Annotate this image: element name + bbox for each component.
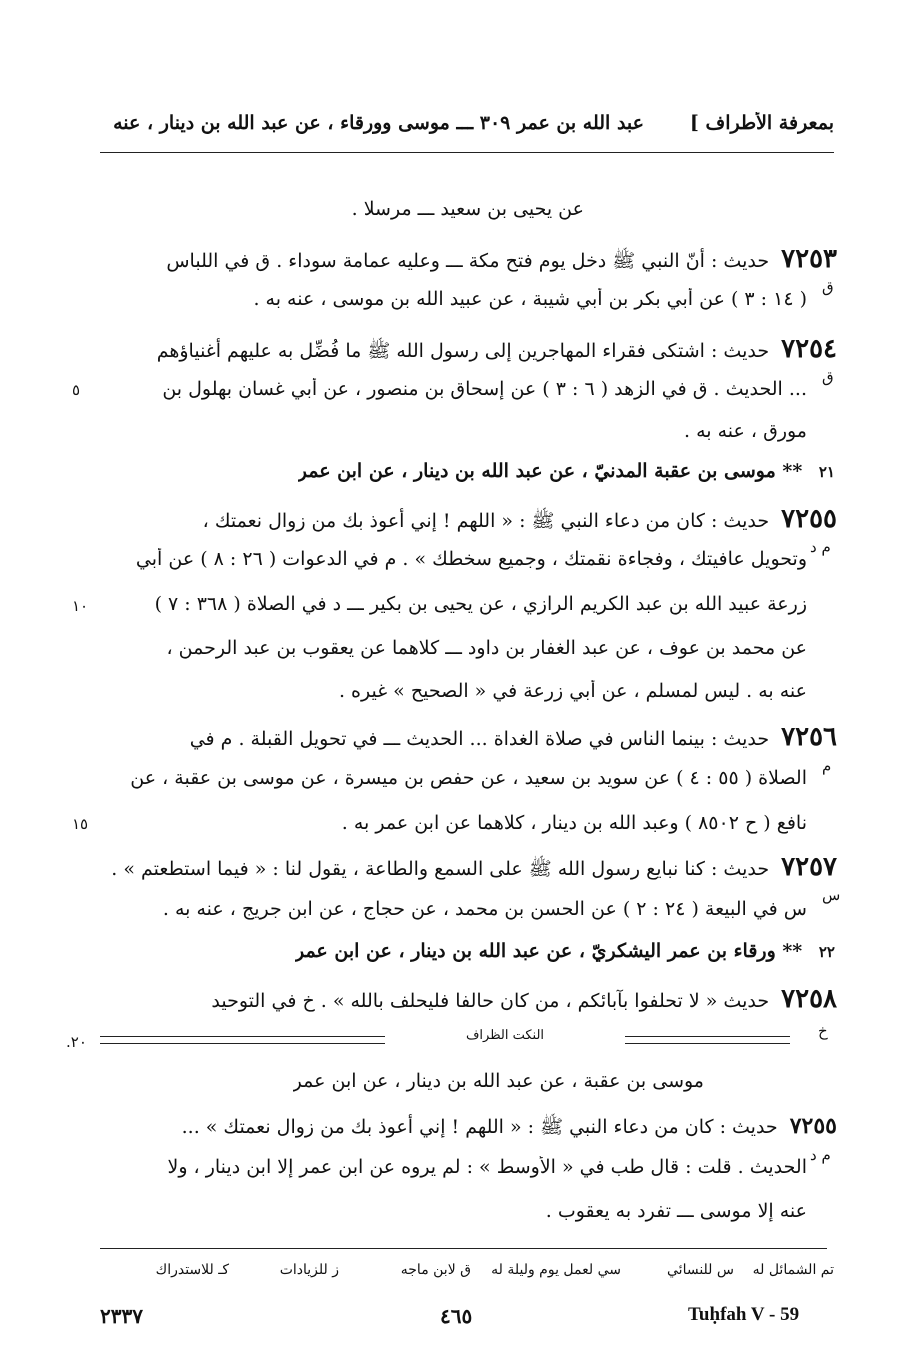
line-number: ١٥ xyxy=(72,815,89,833)
footer-key: س للنسائي xyxy=(667,1262,734,1278)
hadith-text: حديث : أنّ النبي ﷺ دخل يوم فتح مكة ـــ وعليه عمامة سوداء . ق في اللباس xyxy=(166,250,770,272)
text-line: س في البيعة ( ٢٤ : ٢ ) عن الحسن بن محمد ، عن حجاج ، عن ابن جريج ، عنه به . xyxy=(162,898,807,920)
section-number: ٢١ xyxy=(818,463,835,481)
hadith-number: ٧٢٥٤ xyxy=(781,334,837,364)
line-number: .٢٠ xyxy=(66,1033,87,1051)
siglum: خ xyxy=(818,1022,828,1040)
volume-label: Tuḥfah V - 59 xyxy=(688,1304,800,1325)
siglum: م د xyxy=(810,538,831,556)
hadith-7254 xyxy=(157,334,837,367)
section-21 xyxy=(298,460,835,482)
hadith-number: ٧٢٥٧ xyxy=(781,852,837,882)
hadith-text: حديث : اشتكى فقراء المهاجرين إلى رسول الله ﷺ ما فُضِّل به عليهم أغنياؤهم xyxy=(156,340,770,362)
footer-key: كـ للاستدراك xyxy=(155,1262,229,1278)
hadith-number: ٧٢٥٣ xyxy=(781,244,837,274)
text-line: مورق ، عنه به . xyxy=(684,420,807,442)
divider-label: النكت الظراف xyxy=(465,1028,545,1043)
section-22 xyxy=(295,940,835,962)
siglum: س xyxy=(822,886,841,904)
section-title: ** موسى بن عقبة المدنيّ ، عن عبد الله بن دينار ، عن ابن عمر xyxy=(297,460,803,482)
hadith-text: حديث : كنا نبايع رسول الله ﷺ على السمع والطاعة ، يقول لنا : « فيما استطعتم » . xyxy=(111,858,770,880)
footer-key: تم الشمائل له xyxy=(752,1262,834,1278)
hadith-text: حديث : كان من دعاء النبي ﷺ : « اللهم ! إني أعوذ بك من زوال نعمتك ، xyxy=(202,510,770,532)
footer-rule xyxy=(100,1248,827,1249)
hadith-number: ٧٢٥٥ xyxy=(789,1113,837,1139)
hadith-text: حديث : كان من دعاء النبي ﷺ : « اللهم ! إني أعوذ بك من زوال نعمتك » ... xyxy=(181,1116,778,1138)
hadith-7258 xyxy=(211,984,837,1014)
text-line: ( ١٤ : ٣ ) عن أبي بكر بن أبي شيبة ، عن عبيد الله بن موسى ، عنه به . xyxy=(253,288,807,310)
text-line: الحديث . قلت : قال طب في « الأوسط » : لم يروه عن ابن عمر إلا ابن دينار ، ولا xyxy=(167,1156,807,1178)
running-header xyxy=(100,112,834,148)
header-center: عبد الله بن عمر ٣٠٩ ـــ موسى وورقاء ، عن عبد الله بن دينار ، عنه xyxy=(113,112,644,134)
siglum: م د xyxy=(810,1146,831,1164)
line-number: ٥ xyxy=(72,381,81,399)
siglum: ق xyxy=(822,368,834,386)
hadith-number: ٧٢٥٨ xyxy=(781,984,837,1014)
hadith-text: حديث « لا تحلفوا بآبائكم ، من كان حالفا فليحلف بالله » . خ في التوحيد xyxy=(211,990,770,1012)
line-number: ١٠ xyxy=(72,597,89,615)
header-rule xyxy=(100,152,834,153)
footer-key: ق لابن ماجه xyxy=(400,1262,471,1278)
hadith-7255 xyxy=(203,504,837,537)
footer-key: ز للزيادات xyxy=(279,1262,339,1278)
section-title: ** ورقاء بن عمر اليشكريّ ، عن عبد الله بن دينار ، عن ابن عمر xyxy=(294,940,803,962)
text-line: ... الحديث . ق في الزهد ( ٦ : ٣ ) عن إسحاق بن منصور ، عن أبي غسان بهلول بن xyxy=(162,378,807,400)
siglum: م xyxy=(822,757,832,775)
text-line: زرعة عبيد الله بن عبد الكريم الرازي ، عن يحيى بن بكير ـــ د في الصلاة ( ٣٦٨ : ٧ ) xyxy=(154,593,807,615)
text-line: نافع ( ح ٨٥٠٢ ) وعبد الله بن دينار ، كلاهما عن ابن عمر به . xyxy=(341,812,807,834)
text-line: عن محمد بن عوف ، عن عبد الغفار بن داود ـــ كلاهما عن يعقوب بن عبد الرحمن ، xyxy=(166,637,807,659)
footer-key: سي لعمل يوم وليلة له xyxy=(491,1262,621,1278)
text-line: عنه به . ليس لمسلم ، عن أبي زرعة في « الصحيح » غيره . xyxy=(338,680,807,702)
hadith-text: حديث : بينما الناس في صلاة الغداة ... الحديث ـــ في تحويل القبلة . م في xyxy=(189,728,770,750)
text-line: الصلاة ( ٥٥ : ٤ ) عن سويد بن سعيد ، عن حفص بن ميسرة ، عن موسى بن عقبة ، عن xyxy=(130,767,807,789)
hadith-7257 xyxy=(111,852,837,885)
nukat-7255 xyxy=(182,1113,837,1143)
divider-rule-left xyxy=(100,1036,385,1044)
page-number: ٤٦٥ xyxy=(440,1304,473,1328)
header-right: بمعرفة الأطراف ] xyxy=(689,112,834,134)
text-line: وتحويل عافيتك ، وفجاءة نقمتك ، وجميع سخطك » . م في الدعوات ( ٢٦ : ٨ ) عن أبي xyxy=(135,548,807,570)
divider-rule-right xyxy=(625,1036,790,1044)
text-line: عنه إلا موسى ـــ تفرد به يعقوب . xyxy=(545,1200,807,1222)
hadith-number: ٧٢٥٦ xyxy=(781,722,837,752)
hadith-7253 xyxy=(166,244,837,277)
page-series: ٢٣٣٧ xyxy=(100,1304,143,1328)
text-line: عن يحيى بن سعيد ـــ مرسلا . xyxy=(351,198,584,220)
nukat-divider xyxy=(100,1028,790,1044)
hadith-number: ٧٢٥٥ xyxy=(781,504,837,534)
siglum: ق xyxy=(822,278,834,296)
text-line: موسى بن عقبة ، عن عبد الله بن دينار ، عن ابن عمر xyxy=(292,1070,704,1092)
section-number: ٢٢ xyxy=(818,943,835,961)
hadith-7256 xyxy=(190,722,837,752)
